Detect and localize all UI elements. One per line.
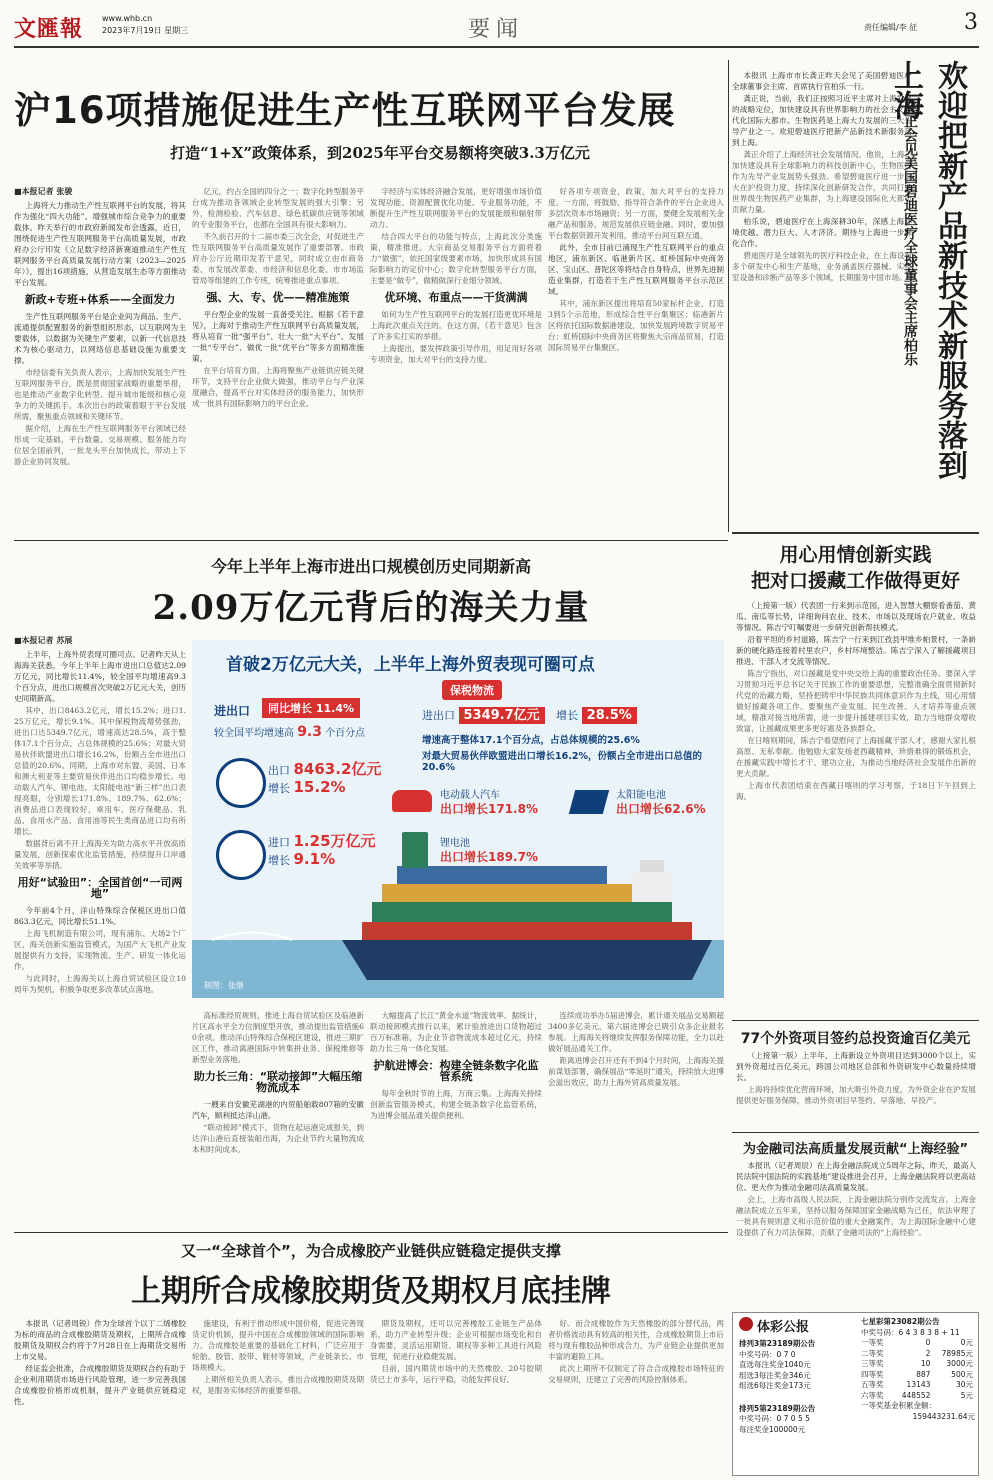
export-value-row <box>268 758 381 779</box>
bonded-growth: 28.5% <box>582 707 637 724</box>
pl3-line-2: 组选3每注奖金346元 <box>739 1370 811 1380</box>
solar-panel-icon <box>569 790 609 814</box>
qxc-row <box>861 1370 973 1381</box>
import-growth-row <box>268 850 335 868</box>
lead-subhead-3: 优环境、布重点——干货满满 <box>384 291 528 304</box>
lead-col-2: 亿元，约占全国的四分之一；数字化转型服务平台成为推动各领域企业转型发展的强大引擎；另外，检测检验、汽车信息、绿色低碳供应链等领域的专业服务平台，也都在全国具有很大影响力。 不久前召开的十二届市委三次全会，对促进生产性互联网服务平台高质量发展作了重要部署。市政府办公厅近期印发若干意见，同时成立由市商务委、市发展改革委、市经济和信息化委、市市场监管局等组建的工作专班，统筹推进重点事项。 强、大、专、优——精准施策 平台型企业的发展一直备受关注。根据《若干意见》，上海对于推动生产性互联网平台高质量发展，将从培育一批“强平台”、壮大一批“大平台”、发展一批“专平台”、做优一批“优平台”等多方面精准施策。 在平台培育方面，上海将聚焦产业链供应链关键环节，支持平台企业做大做强，推动平台与产业深度融合，提高平台对实体经济的服务能力，加快形成一批具有国际影响力的平台企业。 <box>192 187 364 408</box>
qxc-cell-prize: 3000元 <box>946 1359 973 1368</box>
bonded-value: 5349.7亿元 <box>459 707 545 724</box>
lead-subhead-1: 新政+专班+体系——全面发力 <box>24 293 176 306</box>
pl3-line-3: 组选6每注奖金173元 <box>739 1381 811 1390</box>
lead-para-2: 生产性互联网服务平台是企业间为商品、生产、流通提供配置服务的新型组织形态，以互联网为主要载体，以数据为关键生产要素，以新一代信息技术为核心驱动力，以网络信息基础设施为重要支撑。 <box>14 312 186 365</box>
customs-subhead-3: 护航进博会：构建全链条数字化监管系统 <box>373 1059 539 1083</box>
side-para-3: 柏乐说，碧迪医疗在上海深耕30年，深感上海环境优越、潜力巨大、人才济济。期待与上海进一步深化合作。 <box>732 217 912 248</box>
customs-subhead-2: 助力长三角：“联动接卸”大幅压缩物流成本 <box>193 1070 363 1094</box>
qxc-pool-label: 一等奖基金积累金额： <box>861 1401 936 1410</box>
qxc-cell-prize: 500元 <box>951 1369 973 1379</box>
qxc-pool: 159443231.64元 <box>912 1411 975 1421</box>
qxc-title: 七星彩第23082期公告 <box>861 1317 940 1326</box>
rubber-headline: 上期所合成橡胶期货及期权月底挂牌 <box>131 1274 611 1309</box>
qxc-cell-level: 一等奖 <box>861 1338 884 1347</box>
tibet-headline-2: 把对口援藏工作做得更好 <box>750 570 960 592</box>
qxc-row <box>861 1349 973 1360</box>
import-growth: 9.1% <box>293 850 336 868</box>
bonded-growth-label: 增长 <box>556 709 579 722</box>
lead-col-1: ■本报记者 张骏 上海将大力推动生产性互联网平台的发展，将其作为强化“四大功能”、增强城市综合竞争力的重要载体。昨天举行的市政府新闻发布会透露，近日，围绕促进生产性互联网服务平台高质量发展，市政府办公厅印发《立足数字经济新赛道推动生产性互联网服务平台高质量发展行动方案（2023—2025年）》，提出16项措施，从营造发展生态等方面推动平台发展。 新政+专班+体系——全面发力 生产性互联网服务平台是企业间为商品、生产、流通提供配置服务的新型组织形态，以互联网为主要载体，以数据为关键生产要素，以新一代信息技术为核心驱动力，以网络信息基础设施为重要支撑。 市经信委有关负责人表示，上海加快发展生产性互联网服务平台，既是贯彻国家战略的重要举措，也是推动产业数字化转型、提升城市能级和核心竞争力的关键抓手。本次出台的政策着眼于平台发展所需，聚焦重点领域和关键环节。 据介绍，上海在生产性互联网服务平台领域已经形成一定基础，平台数量、交易规模、服务能力均位居全国前列，一批龙头平台加快成长，带动上下游企业协同发展。 <box>14 187 186 466</box>
customs-col-4: 连续成功举办5届进博会，累计通关展品交易额超3400多亿美元，第六届进博会已吸引众多企业报名参展。上海海关将继续发挥服务保障功能，全力以赴做好展品通关工作。 距离进博会召开还有不到4个月时间，上海海关提前谋划部署，确保展品“零延时”通关，持续放大进博会溢出效应，助力上海外贸高质量发展。 <box>548 1011 724 1087</box>
judicial-headline: 为金融司法高质量发展贡献“上海经验” <box>742 1142 969 1157</box>
lead-subhead-2: 强、大、专、优——精准施策 <box>206 291 350 304</box>
ie-national-compare <box>214 724 365 740</box>
customs-byline: ■本报记者 苏展 <box>14 636 73 645</box>
import-value: 1.25万亿元 <box>293 832 376 850</box>
ev-car-icon <box>392 790 432 812</box>
qxc-cell-count: 887 <box>916 1369 931 1379</box>
side-story-headline: 欢迎把新产品新技术新服务落到上海 <box>888 60 967 480</box>
ev-label: 电动载人汽车 <box>440 790 500 801</box>
qxc-cell-count: 2 <box>925 1348 931 1358</box>
customs-para-1: 上半年，上海外贸表现可圈可点。记者昨天从上海海关获悉，今年上半年上海市进出口总值达2.09万亿元，同比增长11.4%，较全国平均增速高9.3个百分点，进出口规模首次突破2万亿元大关，创历史同期新高。 <box>14 650 186 703</box>
section-name: 要闻 <box>468 17 525 42</box>
qxc-cell-prize: 30元 <box>955 1380 973 1389</box>
import-growth-label: 增长 <box>268 854 290 867</box>
rubber-col-2: 施建设，有利于推动形成中国价格，促进完善现货定价机制，提升中国在合成橡胶领域的国际影响力。合成橡胶是重要的基础化工材料，广泛应用于轮胎、胶管、胶带、鞋材等领域，产业链条长、市场规模大。 上期所相关负责人表示，推出合成橡胶期货及期权，是服务实体经济的重要举措。 <box>192 1319 364 1395</box>
masthead <box>14 8 979 48</box>
ie-national-label: 较全国平均增速高 <box>214 728 294 739</box>
qxc-row <box>861 1391 973 1402</box>
qxc-cell-level: 三等奖 <box>861 1359 884 1368</box>
lead-col-4: 好各项专项资金，政策，加大对平台的支持力度。一方面，将鼓励、指导符合条件的平台企业进入多层次资本市场融资；另一方面，要健全发展相关金融产品和服务，规范发展供应链金融。同时，要加强平台数据资源开发利用，推动平台间互联互通。 此外，全市目前已涌现生产性互联网平台的重点地区，浦东新区、临港新片区、虹桥国际中央商务区、宝山区、普陀区等将结合自身特点，世界先进制造业集群，打造若干生产性互联网服务平台示范区域。 其中，浦东新区提出将培育50家标杆企业，打造3到5个示范地，形成综合性平台集聚区；临港新片区将依托国际数据港建设，加快发展跨境数字贸易平台；虹桥国际中央商务区将聚焦大宗商品贸易，打造国际贸易平台集聚区。 <box>548 187 724 352</box>
bonded-value-row <box>422 704 637 723</box>
lead-subheadline: 打造“1+X”政策体系，到2025年平台交易额将突破3.3万亿元 <box>170 144 590 162</box>
lottery-header <box>733 1313 853 1335</box>
qxc-row <box>861 1359 973 1370</box>
ie-label: 进出口 <box>214 704 251 718</box>
trade-infographic <box>192 640 724 998</box>
lead-col-3: 字经济与实体经济融合发展，更好增强市场价值发现功能、资源配置优化功能、专业服务功能，不断提升生产性互联网服务平台的发展能级和辐射带动力。 结合四大平台的功能与特点，上海此次分类施策，精准推进。大宗商品交易服务平台方面将着力“做强”，依托国家级要素市场，加快形成具有国际影响力的定价中心；数字化转型服务平台方面，主要是“做专”，做精做深行业细分领域。 优环境、布重点——干货满满 如何为生产性互联网平台的发展打造更优环境是上海此次重点关注的。在这方面，《若干意见》包含了许多实打实的举措。 上海提出，要发挥政策引导作用，用足用好各项专项资金，加大对平台的支持力度。 <box>370 187 542 364</box>
bonded-line-2: 对最大贸易伙伴欧盟进出口增长16.2%，份额占全市进出口总值的20.6% <box>422 751 702 773</box>
qxc-cell-prize: 5元 <box>960 1390 973 1400</box>
rubber-col-4: 好。而合成橡胶作为天然橡胶的部分替代品，两者价格波动具有较高的相关性，合成橡胶期货上市后将与现有橡胶品种形成合力，为产业链企业提供更加丰富的避险工具。 此次上期所不仅制定了符合合成橡胶市场特征的交易规则，还建立了完善的风险控制体系。 <box>548 1319 724 1384</box>
side-story-subheadline: 龚正会见美国碧迪医疗全球董事会主席柏乐 <box>902 100 918 366</box>
customs-col-3: 大幅提高了长江“黄金水道”物流效率。据统计，联动接卸模式推行以来，累计验放进出口货物超过百万标准箱，为企业节省物流成本超过亿元，持续助力长三角一体化发展。 护航进博会：构建全链条数字化监管系统 每年金秋时节的上海，万商云集。上海海关持续创新监管服务模式，构建全链条数字化监管系统，为进博会展品通关提供便利。 <box>370 1011 542 1120</box>
customs-para-2: 今年前4个月，洋山特殊综合保税区进出口值863.3亿元，同比增长51.1%。 <box>14 906 186 926</box>
side-story-body: 本报讯 上海市市长龚正昨天会见了美国碧迪医疗全球董事会主席、首席执行官柏乐一行。 龚正说，当前，我们正按照习近平主席对上海发展的战略定位，加快建设具有世界影响力的社会主义现代化国际大都市。生物医药是上海大力发展的三大先导产业之一。欢迎碧迪医疗把新产品新技术新服务落到上海。 龚正介绍了上海经济社会发展情况。他说，上海正加快建设具有全球影响力的科技创新中心，生物医药作为先导产业发展势头强劲。希望碧迪医疗进一步加大在沪投资力度，持续深化创新研发合作，共同打造世界级生物医药产业集群，为上海建设国际化大都市贡献力量。 柏乐说，碧迪医疗在上海深耕30年，深感上海环境优越、潜力巨大、人才济济。期待与上海进一步深化合作。 碧迪医疗是全球领先的医疗科技企业，在上海设有多个研发中心和生产基地，业务涵盖医疗器械、实验室设备和诊断产品等多个领域，长期服务中国市场。 <box>732 71 912 282</box>
qxc-cell-prize: 0元 <box>960 1338 973 1347</box>
qxc-cell-level: 五等奖 <box>861 1380 884 1389</box>
qxc-cell-count: 448552 <box>901 1390 931 1400</box>
ev-growth: 出口增长171.8% <box>440 802 538 816</box>
judicial-para-1: 本报讯（记者周辰）在上海金融法院成立5周年之际，昨天，最高人民法院中国法院的实践基地”建设推进会召开，上海金融法院将以更高站位、更大作为推动金融司法高质量发展。 <box>736 1161 976 1192</box>
lottery-header-text: 体彩公报 <box>757 1320 810 1335</box>
qxc-cell-level: 六等奖 <box>861 1390 884 1400</box>
pl3-block <box>739 1339 857 1435</box>
tibet-para-1: （上接第一版）代表团一行来到示范园，进入智慧大棚察看番茄、黄瓜、南瓜等长势，详细询问农业、技术、市场以及现场农户就业、收益等情况。陈吉宁叮嘱要进一步研究创新帮扶模式。 <box>736 601 976 632</box>
lottery-logo-icon <box>739 1317 753 1331</box>
rubber-col-1 <box>14 1318 186 1473</box>
page-number: 3 <box>964 10 978 35</box>
qxc-cell-level: 四等奖 <box>861 1369 884 1379</box>
solar-label: 太阳能电池 <box>616 790 666 801</box>
battery-icon <box>402 832 428 868</box>
tibet-body: （上接第一版）代表团一行来到示范园，进入智慧大棚察看番茄、黄瓜、南瓜等长势，详细询问农业、技术、市场以及现场农户就业、收益等情况。陈吉宁叮嘱要进一步研究创新帮扶模式。 沿着平坦的乡村道路，陈吉宁一行来到江孜县甲堆乡帕景村，一条崭新的硬化路连接着村里农户，乡村环境整洁。陈吉宁深入了解援藏项目推进、干部人才交流等情况。 陈吉宁指出，对口援藏是党中央交给上海的重要政治任务。要深入学习贯彻习近平总书记关于民族工作的重要思想，完整准确全面贯彻新时代党的治藏方略，坚持把铸牢中华民族共同体意识作为主线，用心用情做好援藏各项工作。要聚焦产业发展、民生改善、人才培养等重点领域，精准对接当地所需，进一步提升援建项目实效，助力当地群众增收致富，让援藏成果更多更好惠及各族群众。 在日喀则期间，陈吉宁看望慰问了上海援藏干部人才，感谢大家扎根高原、无私奉献。他勉励大家发扬老西藏精神，珍惜难得的锻炼机会，在援藏实践中增长才干、建功立业，为推动当地经济社会发展作出新的更大贡献。 上海市代表团结束在西藏日喀则的学习考察，于18日下午回到上海。 <box>736 601 976 801</box>
export-growth: 15.2% <box>293 778 346 796</box>
qxc-cell-prize: 78985元 <box>941 1348 973 1358</box>
qxc-block <box>861 1317 975 1422</box>
website: www.whb.cn <box>102 14 153 23</box>
qxc-row <box>861 1380 973 1391</box>
infographic-title: 首破2万亿元大关，上半年上海外贸表现可圈可点 <box>226 655 595 675</box>
infographic-credit: 制图：张继 <box>204 981 244 990</box>
lead-byline: ■本报记者 张骏 <box>14 187 73 196</box>
fdi-headline: 77个外资项目签约总投资逾百亿美元 <box>740 1031 971 1047</box>
ie-growth-value: 11.4% <box>315 702 355 715</box>
customs-col-1: ■本报记者 苏展 上半年，上海外贸表现可圈可点。记者昨天从上海海关获悉，今年上半年上海市进出口总值达2.09万亿元，同比增长11.4%，较全国平均增速高9.3个百分点，进出口规模首次突破2万亿元大关，创历史同期新高。 其中，出口8463.2亿元，增长15.2%；进口1.25万亿元，增长9.1%。其中保税物流增势强劲，进出口达5349.7亿元，增速高达28.5%，高于整体17.1个百分点，占总体规模的25.6%；对最大贸易伙伴欧盟进出口增长16.2%，份额占全市进出口总值的20.6%。同期，上海市对东盟、美国、日本和澳大利亚等主要贸易伙伴进出口均稳步增长。电动载人汽车、锂电池、太阳能电池“新三样”出口表现亮眼，分别增长171.8%、189.7%、62.6%；消费品进口表现较好，乘用车、医疗保健品、乳品、食用水产品、食用油等民生类商品进口均有所增长。 数据背后离不开上海海关为助力高水平开放高质量发展，创新探索优化监管措施，持续提升口岸通关效率等举措。 用好“试验田”：全国首创“一司两地” 今年前4个月，洋山特殊综合保税区进出口值863.3亿元，同比增长51.1%。 上海飞机制造有限公司，现有浦东、大场2个厂区，海关创新实施监管模式，为国产大飞机产业发展提供有力支持，实现物流、生产、研发一体化运作。 与此同时，上海海关以上海自贸试验区设立10周年为契机，积极争取更多改革试点落地。 <box>14 636 186 994</box>
lead-para-3: 平台型企业的发展一直备受关注。根据《若干意见》，上海对于推动生产性互联网平台高质量发展，将从培育一批“强平台”、壮大一批“大平台”、发展一批“专平台”、做优一批“优平台”等多方面精准施策。 <box>192 310 364 363</box>
qxc-cell-count: 10 <box>920 1359 931 1368</box>
qxc-cell-level: 二等奖 <box>861 1348 884 1358</box>
pl5-title: 排列5第23189期公告 <box>739 1403 816 1413</box>
side-para-1: 本报讯 上海市市长龚正昨天会见了美国碧迪医疗全球董事会主席、首席执行官柏乐一行。 <box>732 71 912 91</box>
tibet-headline-1: 用心用情创新实践 <box>779 544 932 566</box>
customs-para-3: 一艘来自安徽芜湖港的内贸船舶载807箱的安徽汽车，顺利抵达洋山港。 <box>192 1100 364 1120</box>
rubber-para-2: 经证监会批准，合成橡胶期货及期权合约有助于企业利用期货市场进行风险管理，进一步完善我国合成橡胶价格形成机制，提升产业链供应链稳定性。 <box>14 1364 186 1406</box>
qxc-cell-count: 0 <box>925 1338 931 1347</box>
judicial-body: 本报讯（记者周辰）在上海金融法院成立5周年之际，昨天，最高人民法院中国法院的实践基地”建设推进会召开，上海金融法院将以更高站位、更大作为推动金融司法高质量发展。 会上，上海市高级人民法院、上海金融法院分别作交流发言。上海金融法院成立五年来，坚持以服务保障国家金融战略为己任，依法审理了一批具有规则意义和示范价值的重大金融案件，为上海国际金融中心建设提供了有力司法保障，贡献了金融司法的“上海经验”。 <box>736 1161 976 1237</box>
pl3-number: 中奖号码：0 7 0 <box>739 1349 796 1359</box>
bonded-line-1: 增速高于整体17.1个百分点，占总体规模的25.6% <box>422 735 640 746</box>
pl3-line-1: 直选每注奖金1040元 <box>739 1360 811 1369</box>
ie-growth-label: 同比增长 <box>268 702 312 715</box>
lead-headline: 沪16项措施促进生产性互联网平台发展 <box>14 89 676 132</box>
qxc-table <box>861 1338 973 1401</box>
export-growth-label: 增长 <box>268 782 290 795</box>
lead-para-4: 此外，全市目前已涌现生产性互联网平台的重点地区，浦东新区、临港新片区、虹桥国际中央商务区、宝山区、普陀区等将结合自身特点，世界先进制造业集群，打造若干生产性互联网服务平台示范区域。 <box>548 243 724 296</box>
customs-col-2: 高标准经贸规则，推进上海自贸试验区及临港新片区高水平全方位制度型开放，推动提出监管措施60余项。推动洋山特殊综合保税区建设，推进三期扩区工作，推动离港国际中转集拼业务、保税维修等新型业务落地。 助力长三角：“联动接卸”大幅压缩物流成本 一艘来自安徽芜湖港的内贸船舶载807箱的安徽汽车，顺利抵达洋山港。 “联动接卸”模式下，货物在起运港完成报关，到达洋山港后直接装船出海，为企业节约大量物流成本和时间成本。 <box>192 1011 364 1154</box>
battery-label: 锂电池 <box>440 838 470 849</box>
export-value: 8463.2亿元 <box>293 760 382 778</box>
fdi-body: （上接第一版）上半年，上海新设立外资项目达到3000个以上，实到外资超过百亿美元，跨国公司地区总部和外资研发中心数量持续增长。 上海将持续优化营商环境，加大吸引外资力度，为外资企业在沪发展提供更好服务保障，推动外资项目早签约、早落地、早投产。 <box>736 1051 976 1105</box>
qxc-row <box>861 1338 973 1349</box>
export-icon <box>216 758 266 808</box>
battery-growth: 出口增长189.7% <box>440 850 538 864</box>
import-label: 进口 <box>268 836 290 849</box>
import-icon <box>216 830 266 880</box>
export-growth-row <box>268 778 346 796</box>
bonded-ie-label: 进出口 <box>422 709 455 722</box>
customs-kicker: 今年上半年上海市进出口规模创历史同期新高 <box>210 557 531 576</box>
side-para-2: 龚正说，当前，我们正按照习近平主席对上海发展的战略定位，加快建设具有世界影响力的社会主义现代化国际大都市。生物医药是上海大力发展的三大先导产业之一。欢迎碧迪医疗把新产品新技术新服务落到上海。 <box>732 94 912 147</box>
newspaper-logo: 文匯報 <box>14 16 84 42</box>
bonded-tag: 保税物流 <box>442 680 502 700</box>
rubber-kicker: 又一“全球首个”，为合成橡胶产业链供应链稳定提供支撑 <box>181 1242 561 1260</box>
ie-national-unit: 个百分点 <box>325 728 366 739</box>
solar-growth: 出口增长62.6% <box>616 802 706 816</box>
pl5-number: 中奖号码：0 7 0 5 5 <box>739 1414 810 1423</box>
tibet-para-2: 沿着平坦的乡村道路，陈吉宁一行来到江孜县甲堆乡帕景村，一条崭新的硬化路连接着村里农户，乡村环境整洁。陈吉宁深入了解援藏项目推进、干部人才交流等情况。 <box>736 635 976 666</box>
customs-subhead-1: 用好“试验田”：全国首创“一司两地” <box>17 876 183 900</box>
ie-national-value: 9.3 <box>297 724 322 740</box>
fdi-para-1: （上接第一版）上半年，上海新设立外资项目达到3000个以上，实到外资超过百亿美元，跨国公司地区总部和外资研发中心数量持续增长。 <box>736 1051 976 1082</box>
rubber-col-3: 期货及期权，还可以完善橡胶工业链生产品体系，助力产业转型升级；企业可根据市场变化和自身需要，灵活运用期货、期权等多种工具进行风险管理，促进行业稳健发展。 目前，国内期货市场中的天然橡胶、20号胶期货已上市多年，运行平稳，功能发挥良好。 <box>370 1319 542 1384</box>
customs-headline: 2.09万亿元背后的海关力量 <box>152 588 590 628</box>
issue-date: 2023年7月19日 星期三 <box>102 26 189 35</box>
qxc-number: 中奖号码：6 4 3 8 3 8 + 11 <box>861 1327 960 1337</box>
rubber-para-1: 本报讯（记者周锐）作为全球首个以丁二烯橡胶为标的商品的合成橡胶期货及期权，上期所合成橡胶期货及期权合约将于7月28日在上海期货交易所上市交易。 <box>14 1319 186 1361</box>
lottery-box <box>732 1312 979 1476</box>
pl3-title: 排列3第23189期公告 <box>739 1339 816 1348</box>
import-value-row <box>268 830 376 851</box>
lead-para-1: 上海将大力推动生产性互联网平台的发展，将其作为强化“四大功能”、增强城市综合竞争力的重要载体。昨天举行的市政府新闻发布会透露，近日，围绕促进生产性互联网服务平台高质量发展，市政府办公厅印发《立足数字经济新赛道推动生产性互联网服务平台高质量发展行动方案（2023—2025年）》，提出16项措施，从营造发展生态等方面推动平台发展。 <box>14 201 186 287</box>
pl5-line-1: 每注奖金100000元 <box>739 1424 806 1434</box>
export-label: 出口 <box>268 764 290 777</box>
editor-label: 责任编辑/李 征 <box>864 23 918 32</box>
qxc-cell-count: 13143 <box>906 1380 931 1389</box>
ie-growth-badge <box>262 698 360 718</box>
